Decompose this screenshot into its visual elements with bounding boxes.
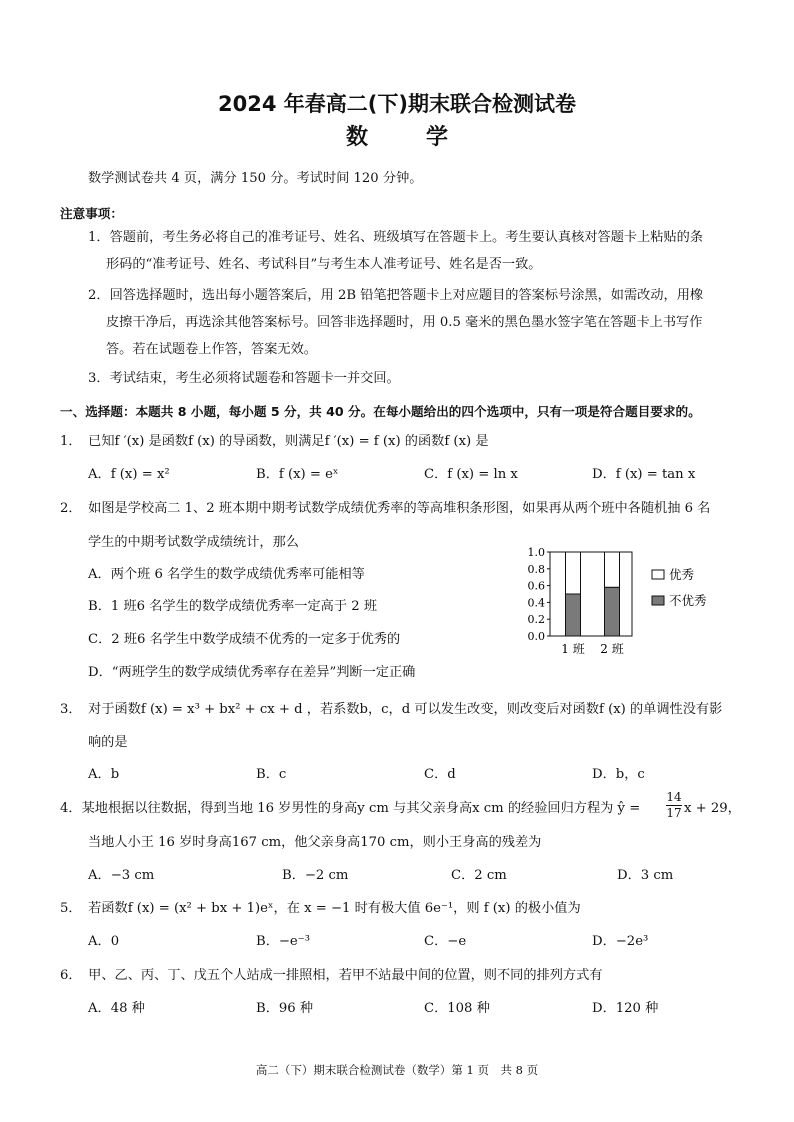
stacked-bar-chart <box>520 542 730 667</box>
option-b: B．f (x) = eˣ <box>256 467 339 482</box>
option-b: B．96 种 <box>256 1001 314 1016</box>
question-2-stem: 2． 如图是学校高二 1、2 班本期中期考试数学成绩优秀率的等高堆积条形图，如果再从两个班中各随机抽 6 名 <box>60 501 711 516</box>
question-3-stem-cont: 响的是 <box>88 735 128 750</box>
y-tick-label: 0.6 <box>527 579 545 593</box>
bar-segment-not-excellent <box>605 587 620 636</box>
option-c: C．f (x) = ln x <box>424 467 518 482</box>
option-b: B．1 班6 名学生的数学成绩优秀率一定高于 2 班 <box>88 599 378 614</box>
bar-segment-excellent <box>566 552 581 594</box>
notice-line: 皮擦干净后，再选涂其他答案标号。回答非选择题时，用 0.5 毫米的黑色墨水签字笔在答题卡上书写作 <box>106 315 703 330</box>
option-b: B．c <box>256 767 287 782</box>
option-d: D．−2e³ <box>592 934 649 949</box>
section-heading: 一、选择题：本题共 8 小题，每小题 5 分，共 40 分。在每小题给出的四个选项中，只有一项是符合题目要求的。 <box>60 404 701 419</box>
option-a: A．b <box>88 767 120 782</box>
option-d: D．“两班学生的数学成绩优秀率存在差异”判断一定正确 <box>88 665 416 680</box>
option-d: D．3 cm <box>617 868 674 883</box>
legend-swatch <box>652 596 664 605</box>
fraction-denominator: 17 <box>666 806 682 820</box>
option-d: D．f (x) = tan x <box>592 467 696 482</box>
y-tick-label: 0.8 <box>527 562 545 576</box>
question-3-stem: 3． 对于函数f (x) = x³ + bx² + cx + d ，若系数b，c，d 可以发生改变，则改变后对函数f (x) 的单调性没有影 <box>60 702 723 717</box>
subject-title: 数 学 <box>345 125 466 150</box>
question-5-stem: 5． 若函数f (x) = (x² + bx + 1)eˣ，在 x = −1 时有极大值 6e⁻¹，则 f (x) 的极小值为 <box>60 901 581 916</box>
option-a: A．−3 cm <box>88 868 155 883</box>
notice-line: 3．考试结束，考生必须将试题卷和答题卡一并交回。 <box>88 371 400 386</box>
y-tick-label: 1.0 <box>527 546 545 559</box>
option-c: C．d <box>424 767 456 782</box>
question-2-stem-cont: 学生的中期考试数学成绩统计，那么 <box>88 535 299 550</box>
option-b: B．−2 cm <box>282 868 349 883</box>
option-c: C．2 班6 名学生中数学成绩不优秀的一定多于优秀的 <box>88 632 401 647</box>
bar-segment-not-excellent <box>566 594 581 636</box>
question-4-stem: 4．某地根据以往数据，得到当地 16 岁男性的身高y cm 与其父亲身高x cm 的经验回归方程为 ŷ = <box>60 801 641 816</box>
bar-segment-excellent <box>605 552 620 587</box>
notice-line: 答。若在试题卷上作答，答案无效。 <box>106 342 317 357</box>
option-a: A．0 <box>88 934 120 949</box>
legend-swatch <box>652 570 664 579</box>
legend-label: 优秀 <box>669 567 695 582</box>
notice-line: 2．回答选择题时，选出每小题答案后，用 2B 铅笔把答题卡上对应题目的答案标号涂黑，如需改动，用橡 <box>88 288 704 303</box>
fraction-numerator: 14 <box>666 790 682 804</box>
option-a: A．48 种 <box>88 1001 145 1016</box>
question-4-stem-tail: x + 29， <box>684 801 741 816</box>
option-c: C．2 cm <box>451 868 507 883</box>
fraction <box>666 790 682 821</box>
intro-text: 数学测试卷共 4 页，满分 150 分。考试时间 120 分钟。 <box>88 171 423 186</box>
legend-label: 不优秀 <box>669 593 707 608</box>
question-1-stem: 1． 已知f ′(x) 是函数f (x) 的导函数，则满足f ′(x) = f (x) 的函数f (x) 是 <box>60 434 489 449</box>
option-c: C．108 种 <box>424 1001 490 1016</box>
x-tick-label: 1 班 <box>561 642 585 656</box>
y-tick-label: 0.4 <box>527 596 545 610</box>
notice-heading: 注意事项： <box>60 206 123 221</box>
page-footer: 高二（下）期末联合检测试卷（数学）第 1 页 共 8 页 <box>255 1063 539 1077</box>
option-a: A．两个班 6 名学生的数学成绩优秀率可能相等 <box>88 567 365 582</box>
option-d: D．b，c <box>592 767 645 782</box>
question-6-stem: 6． 甲、乙、丙、丁、戊五个人站成一排照相，若甲不站最中间的位置，则不同的排列方式有 <box>60 968 603 983</box>
option-d: D．120 种 <box>592 1001 659 1016</box>
x-tick-label: 2 班 <box>600 642 624 656</box>
y-tick-label: 0.0 <box>527 630 545 643</box>
option-b: B．−e⁻³ <box>256 934 310 949</box>
y-tick-label: 0.2 <box>527 613 545 627</box>
option-a: A．f (x) = x² <box>88 467 170 482</box>
question-4-stem-cont: 当地人小王 16 岁时身高167 cm，他父亲身高170 cm，则小王身高的残差为 <box>88 835 542 850</box>
option-c: C．−e <box>424 934 467 949</box>
notice-line: 形码的“准考证号、姓名、考试科目”与考生本人准考证号、姓名是否一致。 <box>106 257 542 272</box>
notice-line: 1．答题前，考生务必将自己的准考证号、姓名、班级填写在答题卡上。考生要认真核对答题卡上粘贴的条 <box>88 230 704 245</box>
exam-title: 2024 年春高二(下)期末联合检测试卷 <box>218 92 576 116</box>
